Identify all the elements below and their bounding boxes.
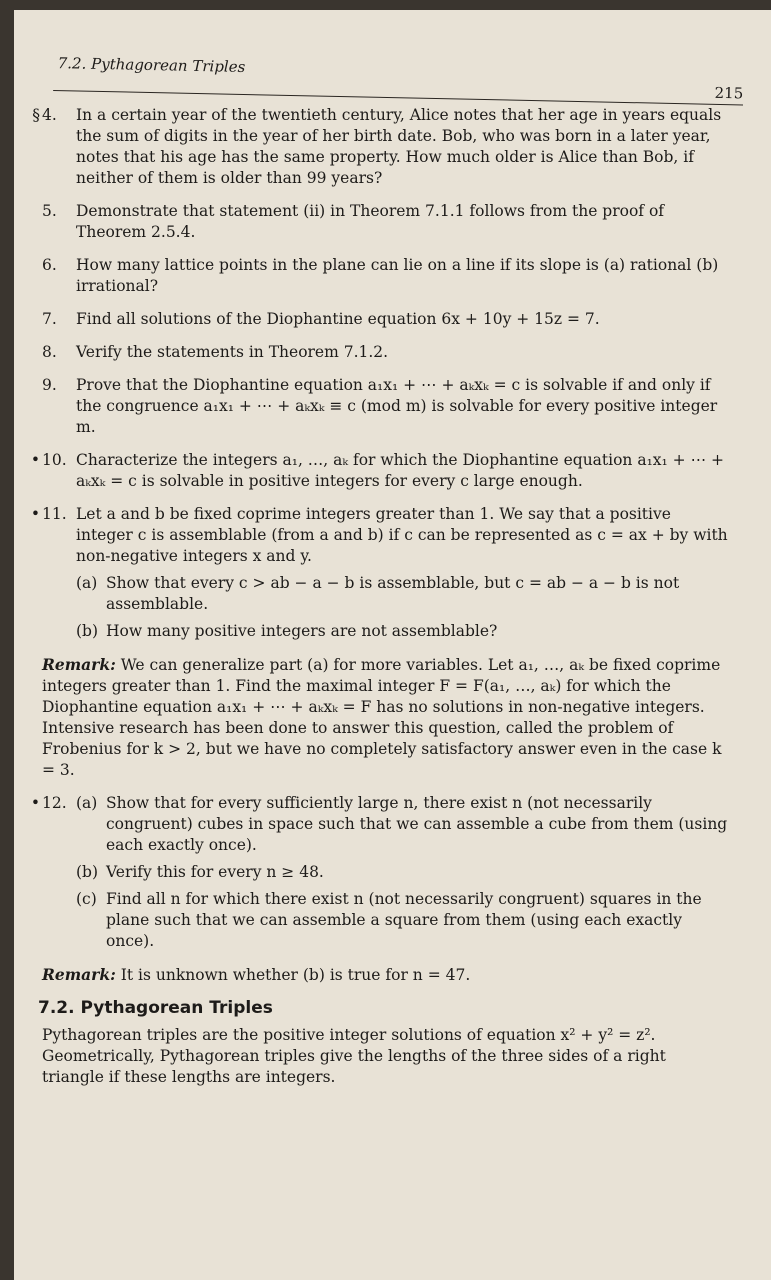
remark-label: Remark: (42, 655, 116, 674)
problem-text: Find all solutions of the Diophantine equation 6x + 10y + 15z = 7. (76, 310, 600, 328)
part-text: Show that every c > ab − a − b is assemblable, but c = ab − a − b is not assemblable. (106, 574, 680, 613)
part-text: Find all n for which there exist n (not necessarily congruent) squares in the plane such that we can assemble a square from them (using each exactly once). (106, 890, 702, 950)
problem-12-part-c (76, 889, 732, 952)
part-label: (b) (76, 863, 99, 881)
problem-5 (42, 201, 732, 243)
part-label: (a) (76, 794, 98, 812)
problem-number: 5. (42, 202, 57, 220)
problem-text: Demonstrate that statement (ii) in Theorem 7.1.1 follows from the proof of Theorem 2.5.4. (76, 202, 665, 241)
problem-number: 12. (42, 794, 67, 812)
problem-8 (42, 342, 732, 363)
problem-number: 7. (42, 310, 57, 328)
problem-text: Let a and b be fixed coprime integers greater than 1. We say that a positive integer c is assemblable (from a and b) if c can be represented as c = ax + by with non-negative integers x and y. (76, 505, 728, 565)
problem-9 (42, 375, 732, 438)
problem-text: Verify the statements in Theorem 7.1.2. (76, 343, 389, 361)
problem-marker: § (32, 106, 40, 124)
running-head: 7.2. Pythagorean Triples (57, 54, 246, 77)
problem-number: 11. (42, 505, 67, 523)
part-text: Show that for every sufficiently large n, there exist n (not necessarily congruent) cubes in space such that we can assemble a cube from them (using each exactly once). (106, 794, 728, 854)
remark-label: Remark: (42, 965, 116, 984)
problem-11-part-a (76, 573, 732, 615)
problem-text: Characterize the integers a₁, …, aₖ for which the Diophantine equation a₁x₁ + ⋯ + aₖxₖ = c is solvable in positive integers for every c large enough. (76, 451, 725, 490)
part-label: (a) (76, 574, 98, 592)
page-header (53, 50, 744, 105)
problem-11 (30, 504, 732, 642)
page-content (30, 105, 732, 1088)
problem-number: 8. (42, 343, 57, 361)
problem-6 (42, 255, 732, 297)
remark-frobenius (42, 654, 732, 781)
problem-11-part-b (76, 621, 732, 642)
problem-4 (32, 105, 732, 189)
remark-text: It is unknown whether (b) is true for n = 47. (120, 966, 471, 984)
remark-text: We can generalize part (a) for more variables. Let a₁, …, aₖ be fixed coprime integers greater than 1. Find the maximal integer F = F(a₁, …, aₖ) for which the Diophantine equation a₁x₁ + ⋯ + aₖxₖ = F has no solutions in non-negative integers. Intensive research has been done to answer this question, called the problem of Frobenius for k > 2, but we have no completely satisfactory answer even in the case k = 3. (42, 656, 722, 779)
part-label: (c) (76, 890, 97, 908)
problem-text: In a certain year of the twentieth century, Alice notes that her age in years equals the sum of digits in the year of her birth date. Bob, who was born in a later year, notes that his age has the same property. How much older is Alice than Bob, if neither of them is older than 99 years? (76, 106, 722, 187)
problem-text: Prove that the Diophantine equation a₁x₁ + ⋯ + aₖxₖ = c is solvable if and only if the congruence a₁x₁ + ⋯ + aₖxₖ ≡ c (mod m) is solvable for every positive integer m. (76, 376, 718, 436)
problem-12 (30, 793, 732, 952)
book-page (14, 10, 771, 1280)
problem-12-part-a (76, 793, 732, 856)
part-label: (b) (76, 622, 99, 640)
section-heading: 7.2. Pythagorean Triples (38, 998, 273, 1018)
problem-marker: • (30, 794, 40, 812)
problem-number: 4. (42, 106, 57, 124)
problem-7 (42, 309, 732, 330)
problem-number: 6. (42, 256, 57, 274)
problem-12-part-b (76, 862, 732, 883)
problem-marker: • (30, 451, 40, 469)
part-text: How many positive integers are not assemblable? (106, 622, 498, 640)
remark-47 (42, 964, 732, 986)
problem-text: How many lattice points in the plane can lie on a line if its slope is (a) rational (b) irrational? (76, 256, 719, 295)
problem-10 (30, 450, 732, 492)
page-number: 215 (714, 83, 744, 103)
section-paragraph: Pythagorean triples are the positive integer solutions of equation x² + y² = z². Geometrically, Pythagorean triples give the lengths of the three sides of a right triangle if these lengths are integers. (42, 1026, 666, 1086)
problem-number: 9. (42, 376, 57, 394)
part-text: Verify this for every n ≥ 48. (106, 863, 324, 881)
problem-number: 10. (42, 451, 67, 469)
problem-marker: • (30, 505, 40, 523)
